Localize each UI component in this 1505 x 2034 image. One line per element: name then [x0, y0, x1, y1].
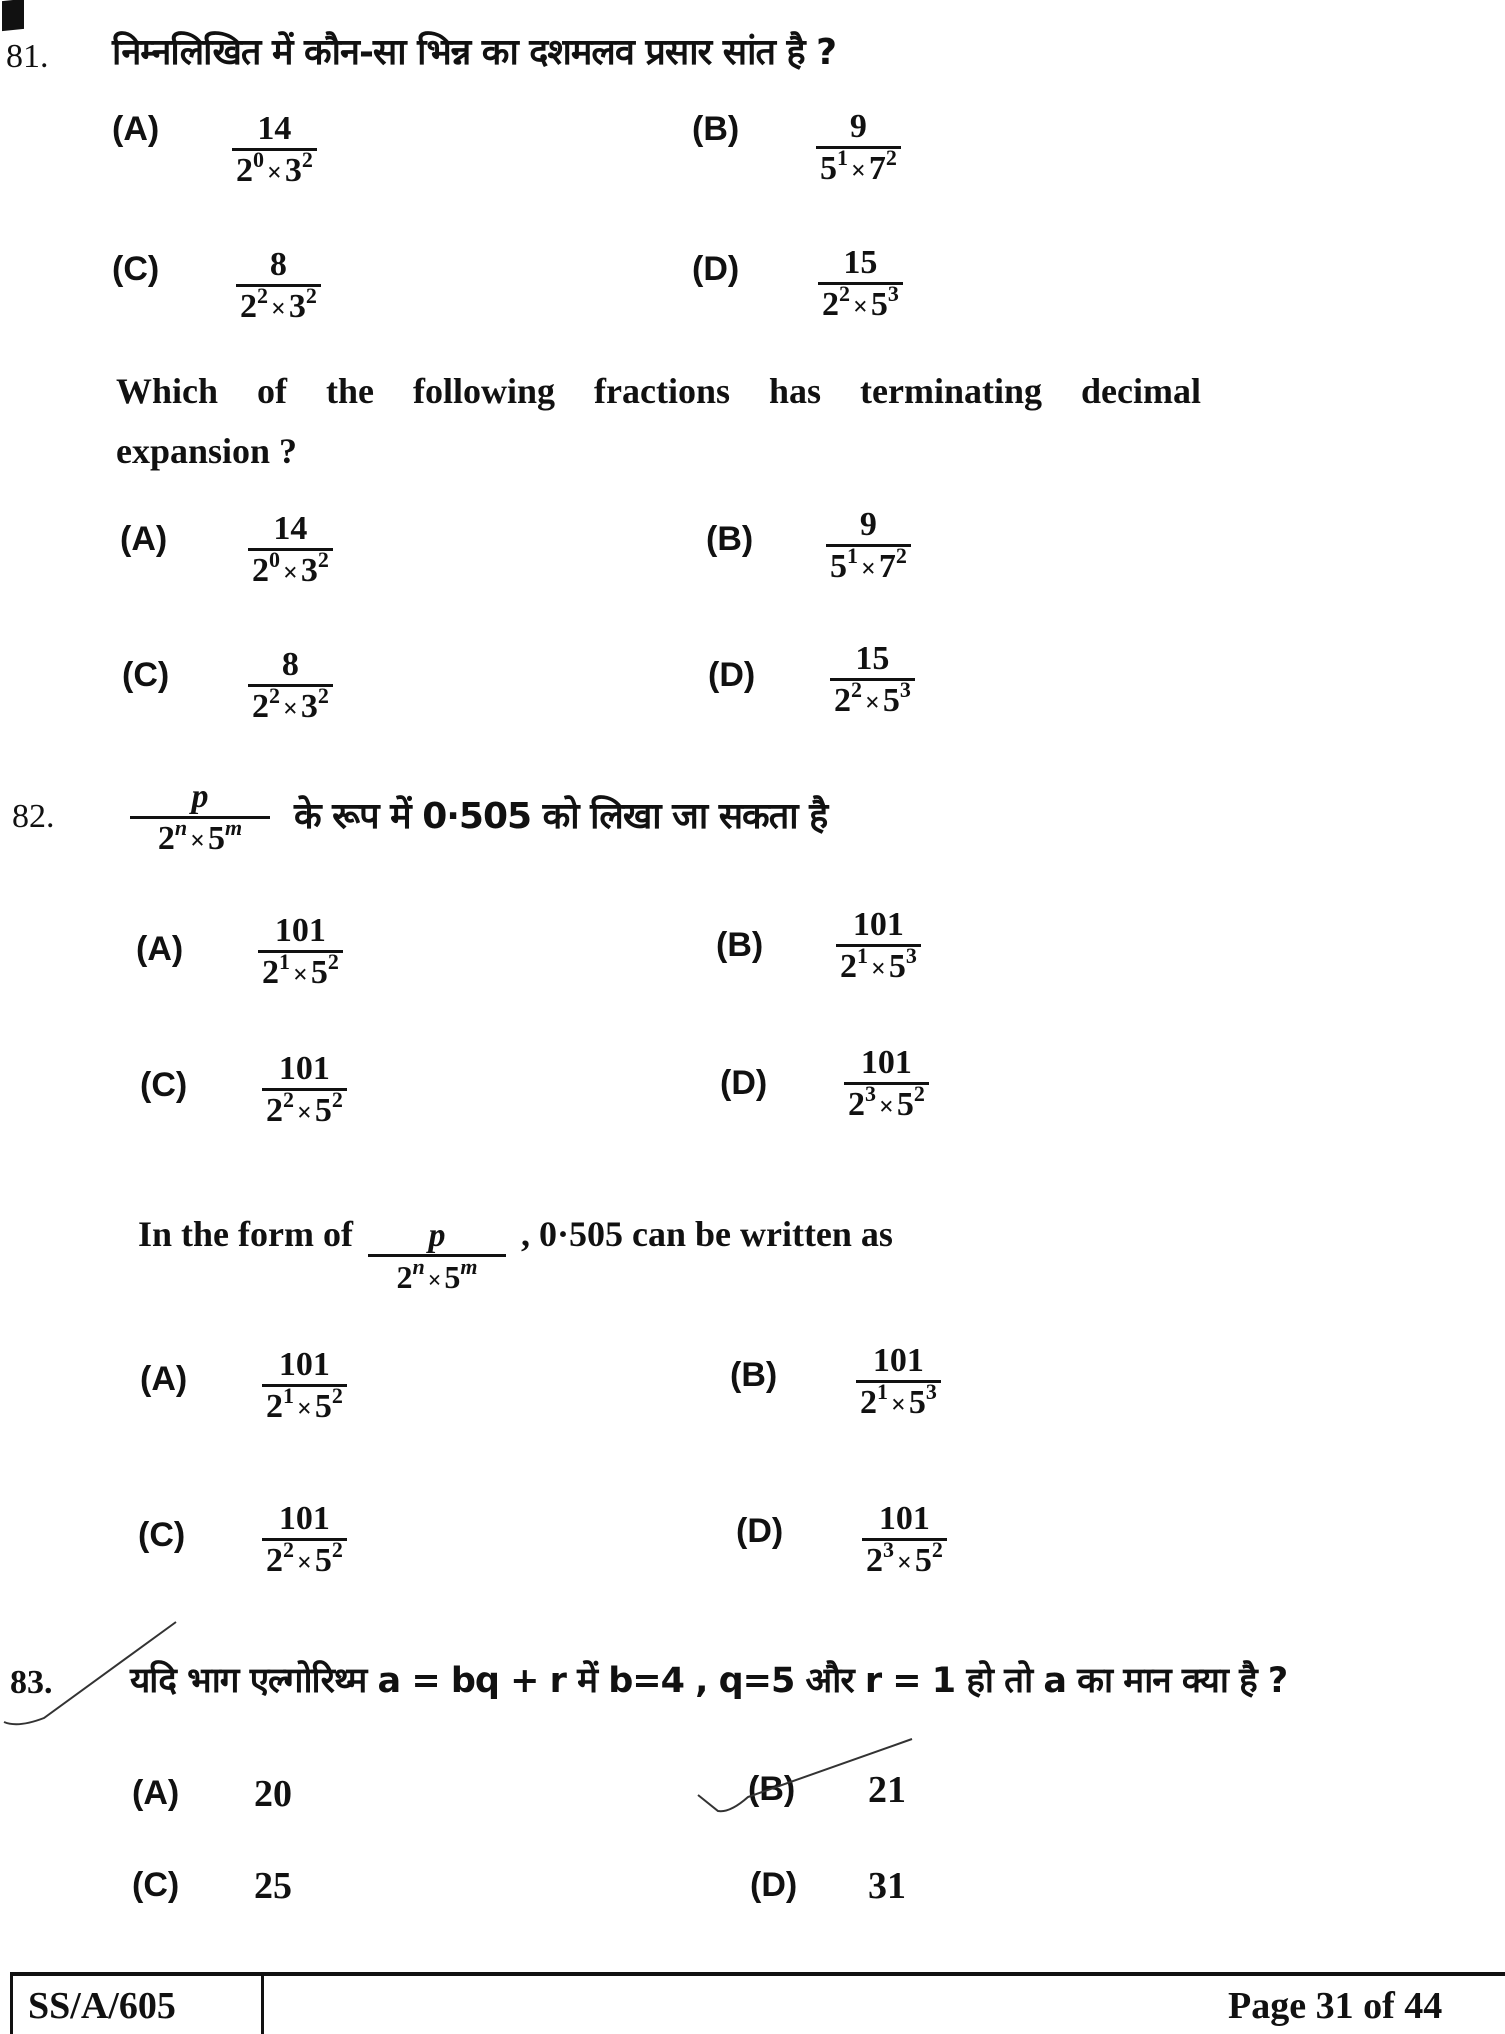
q81e-option-c-label: (C) [122, 656, 170, 694]
q82e-option-a-label: (A) [140, 1360, 188, 1398]
question-83-option-c-label: (C) [132, 1866, 180, 1904]
fraction-denominator: $5^1 \times 7^2$ [820, 145, 897, 187]
fraction-numerator: 14 [273, 510, 308, 547]
q82h-option-a-fraction [258, 912, 343, 995]
footer-paper-code: SS/A/605 [28, 1985, 176, 2027]
q82h-option-d-fraction [844, 1044, 929, 1127]
question-82-hindi-text: के रूप में 0·505 को लिखा जा सकता है [294, 796, 828, 837]
q81e-option-b-fraction [826, 506, 911, 589]
fraction-denominator: $2^2 \times 5^2$ [266, 1537, 343, 1579]
q81e-option-c-fraction [248, 646, 333, 729]
question-83-option-b-value: 21 [868, 1769, 906, 1811]
q82h-option-b-label: (B) [716, 926, 764, 964]
fraction-denominator: $2^2 \times 5^2$ [266, 1087, 343, 1129]
fraction-numerator: p [191, 778, 209, 815]
question-83-option-d-label: (D) [750, 1866, 798, 1904]
q81h-option-b-fraction [816, 108, 901, 191]
question-81-hindi-text: निम्नलिखित में कौन-सा भिन्न का दशमलव प्रसार सांत है ? [112, 32, 837, 73]
fraction-numerator: 101 [852, 906, 904, 943]
fraction-numerator: 8 [269, 246, 287, 283]
q81h-option-a-fraction [232, 110, 317, 193]
fraction-numerator: 15 [843, 244, 878, 281]
question-82-english-form-fraction: $\frac{p}{2^n\times 5^m}$ [368, 1218, 506, 1301]
fraction-numerator: 101 [278, 1500, 330, 1537]
q82h-option-d-label: (D) [720, 1064, 768, 1102]
fraction-numerator: 101 [860, 1044, 912, 1081]
q82e-option-b-label: (B) [730, 1356, 778, 1394]
q82e-option-d-label: (D) [736, 1512, 784, 1550]
fraction-denominator: $5^1 \times 7^2$ [830, 543, 907, 585]
fraction-numerator: 101 [278, 1050, 330, 1087]
fraction-denominator: $2^n \times 5^m$ [157, 815, 243, 857]
q82e-option-c-fraction [262, 1500, 347, 1583]
question-82-form-fraction [130, 778, 270, 861]
fraction-numerator: 101 [278, 1346, 330, 1383]
fraction-denominator: $2^0 \times 3^2$ [236, 147, 313, 189]
q81h-option-d-fraction [818, 244, 903, 327]
q82e-option-c-label: (C) [138, 1516, 186, 1554]
q82e-option-b-fraction [856, 1342, 941, 1425]
question-83-option-a-label: (A) [132, 1774, 180, 1812]
fraction-denominator: $2^1 \times 5^2$ [266, 1383, 343, 1425]
fraction-numerator: 8 [281, 646, 299, 683]
q82h-option-b-fraction [836, 906, 921, 989]
fraction-denominator: $2^1 \times 5^3$ [840, 943, 917, 985]
fraction-numerator: 15 [855, 640, 890, 677]
question-83-option-a-value: 20 [254, 1773, 292, 1815]
fraction-denominator: $2^2 \times 3^2$ [252, 683, 329, 725]
question-81-english-line2: expansion ? [116, 431, 298, 471]
question-83-hindi-text: यदि भाग एल्गोरिथ्म a = bq + r में b=4 , q=5 और r = 1 हो तो a का मान क्या है ? [130, 1661, 1288, 1701]
q81h-option-c-fraction [236, 246, 321, 329]
q81e-option-a-label: (A) [120, 520, 168, 558]
fraction-numerator: 101 [872, 1342, 924, 1379]
question-83-number: 83. [10, 1664, 53, 1701]
question-83-option-d-value: 31 [868, 1865, 906, 1907]
q81e-option-a-fraction [248, 510, 333, 593]
fraction-denominator: $2^1 \times 5^2$ [262, 949, 339, 991]
fraction-denominator: $2^2 \times 5^3$ [822, 281, 899, 323]
fraction-numerator: 101 [274, 912, 326, 949]
fraction-denominator: $2^3 \times 5^2$ [866, 1537, 943, 1579]
q81h-option-a-label: (A) [112, 110, 160, 148]
q82h-option-c-fraction [262, 1050, 347, 1133]
fraction-denominator: $2^2 \times 3^2$ [240, 283, 317, 325]
question-83-option-c-value: 25 [254, 1865, 292, 1907]
question-82-english-text [138, 1196, 893, 1295]
q82h-option-a-label: (A) [136, 930, 184, 968]
fraction-numerator: 9 [849, 108, 867, 145]
answer-tick-mark-icon [690, 1735, 930, 1815]
q82e-option-a-fraction [262, 1346, 347, 1429]
question-83-option-b-label: (B) [748, 1770, 796, 1808]
q82h-option-c-label: (C) [140, 1066, 188, 1104]
fraction-denominator: $2^3 \times 5^2$ [848, 1081, 925, 1123]
english-prefix: In the form of [138, 1213, 353, 1254]
q81h-option-c-label: (C) [112, 250, 160, 288]
q81e-option-d-fraction [830, 640, 915, 723]
q82e-option-d-fraction [862, 1500, 947, 1583]
fraction-numerator: 14 [257, 110, 292, 147]
fraction-numerator: 9 [859, 506, 877, 543]
question-81-number: 81. [6, 38, 49, 75]
q81h-option-d-label: (D) [692, 250, 740, 288]
fraction-numerator: 101 [878, 1500, 930, 1537]
footer-page-number: Page 31 of 44 [1228, 1985, 1443, 2027]
corner-mark [2, 0, 24, 31]
q81e-option-d-label: (D) [708, 656, 756, 694]
question-82-number: 82. [12, 798, 55, 835]
fraction-denominator: $2^1 \times 5^3$ [860, 1379, 937, 1421]
q81h-option-b-label: (B) [692, 110, 740, 148]
question-81-english-line1: Which of the following fractions has terminating decimal [116, 371, 1201, 411]
english-suffix: , 0·505 can be written as [520, 1213, 893, 1254]
fraction-denominator: $2^0 \times 3^2$ [252, 547, 329, 589]
q81e-option-b-label: (B) [706, 520, 754, 558]
fraction-denominator: $2^2 \times 5^3$ [834, 677, 911, 719]
